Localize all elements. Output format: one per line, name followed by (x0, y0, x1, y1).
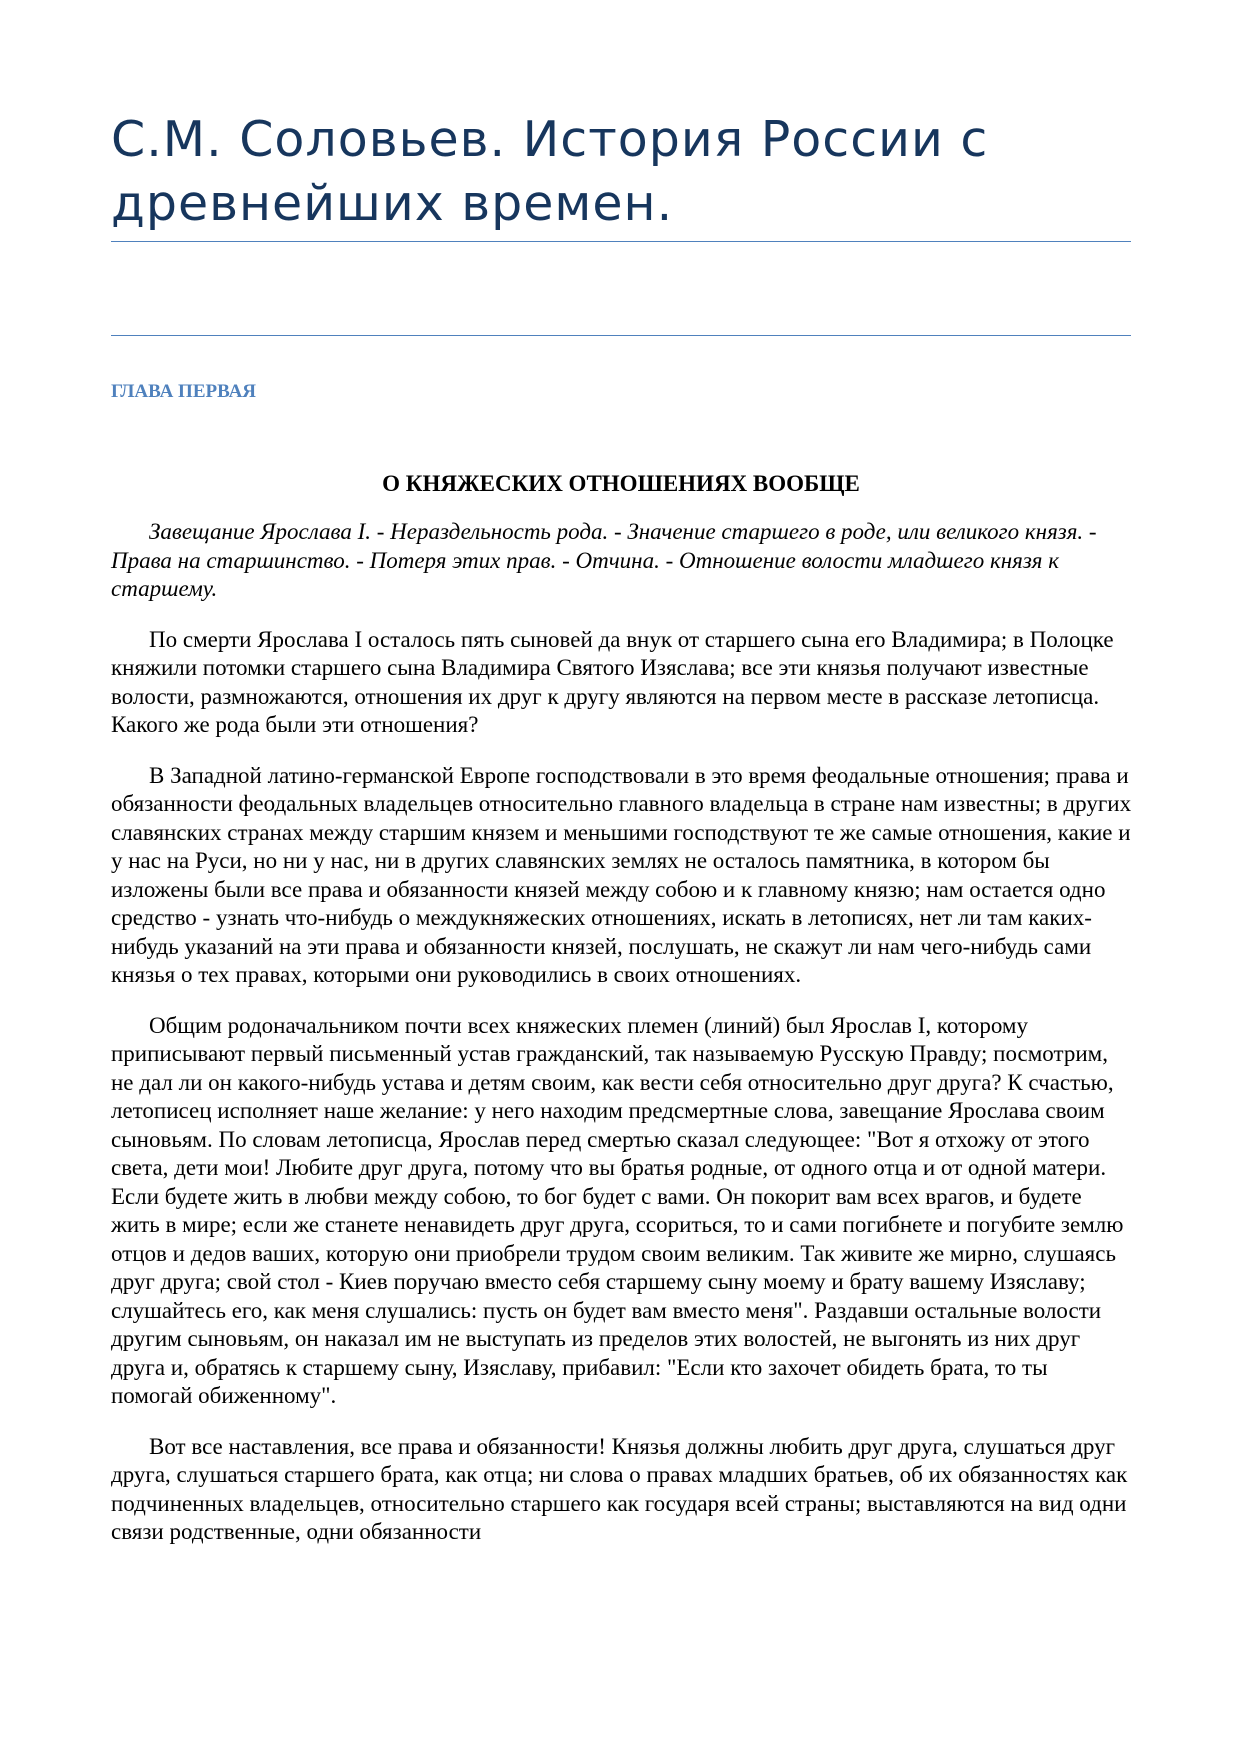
body-paragraph: По смерти Ярослава I осталось пять сыновей да внук от старшего сына его Владимира; в Полоцке княжили потомки старшего сына Владимира Святого Изяслава; все эти князья получают известные волости, размножаются, отношения их друг к другу являются на первом месте в рассказе летописца. Какого же рода были эти отношения? (111, 626, 1114, 737)
body-paragraph: Общим родоначальником почти всех княжеских племен (линий) был Ярослав I, которому приписывают первый письменный устав гражданский, так называемую Русскую Правду; посмотрим, не дал ли он какого-нибудь устава и детям своим, как вести себя относительно друг друга? К счастью, летописец исполняет наше желание: у него находим предсмертные слова, завещание Ярослава своим сыновьям. По словам летописца, Ярослав перед смертью сказал следующее: "Вот я отхожу от этого света, дети мои! Любите друг друга, потому что вы братья родные, от одного отца и от одной матери. Если будете жить в любви между собою, то бог будет с вами. Он покорит вам всех врагов, и будете жить в мире; если же станете ненавидеть друг друга, ссориться, то и сами погибнете и погубите землю отцов и дедов ваших, которую они приобрели трудом своим великим. Так живите же мирно, слушаясь друг друга; свой стол - Киев поручаю вместо себя старшему сыну моему и брату вашему Изяславу; слушайтесь его, как меня слушались: пусть он будет вам вместо меня". Раздавши остальные волости другим сыновьям, он наказал им не выступать из пределов этих волостей, не выгонять из них друг друга и, обратясь к старшему сыну, Изяславу, прибавил: "Если кто захочет обидеть брата, то ты помогай обиженному". (111, 1012, 1124, 1408)
document-title: С.М. Соловьев. История России с древнейших времен. (111, 111, 989, 232)
section-heading: О КНЯЖЕСКИХ ОТНОШЕНИЯХ ВООБЩЕ (382, 471, 860, 496)
chapter-label: ГЛАВА ПЕРВАЯ (111, 381, 257, 402)
title-underline (111, 241, 1131, 242)
body-paragraph: В Западной латино-германской Европе господствовали в это время феодальные отношения; права и обязанности феодальных владельцев относительно главного владельца в стране нам известны; в других славянских странах между старшим князем и меньшими господствуют те же самые отношения, какие и у нас на Руси, но ни у нас, ни в других славянских землях не осталось памятника, в котором бы изложены были все права и обязанности князей между собою и к главному князю; нам остается одно средство - узнать что-нибудь о междукняжеских отношениях, искать в летописях, нет ли там каких-нибудь указаний на эти права и обязанности князей, послушать, не скажут ли нам чего-нибудь сами князья о тех правах, которыми они руководились в своих отношениях. (111, 762, 1132, 987)
document-body (111, 518, 1133, 1569)
body-paragraph: Вот все наставления, все права и обязанности! Князья должны любить друг друга, слушаться друг друга, слушаться старшего брата, как отца; ни слова о правах младших братьев, об их обязанностях как подчиненных владельцев, относительно старшего как государя всей страны; выставляются на вид одни связи родственные, одни обязанности (111, 1433, 1128, 1544)
section-divider (111, 335, 1131, 336)
chapter-summary: Завещание Ярослава I. - Нераздельность рода. - Значение старшего в роде, или великого князя. - Права на старшинство. - Потеря этих прав. - Отчина. - Отношение волости младшего князя к старшему. (111, 519, 1097, 601)
